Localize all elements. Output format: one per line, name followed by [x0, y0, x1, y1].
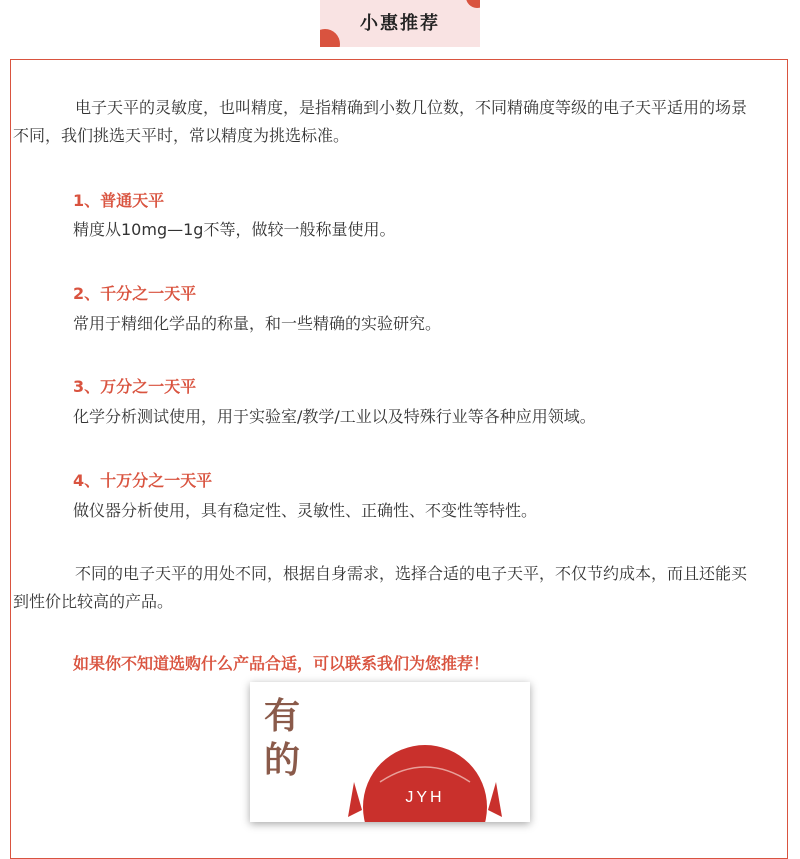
item-heading-2: 2、千分之一天平 — [73, 284, 197, 303]
item-heading-1: 1、普通天平 — [73, 191, 165, 210]
promo-char-2: 的 — [264, 739, 301, 781]
intro-paragraph: 电子天平的灵敏度，也叫精度，是指精确到小数几位数，不同精确度等级的电子天平适用的场景不同，我们挑选天平时，常以精度为挑选标准。 — [13, 98, 748, 145]
item-heading-4: 4、十万分之一天平 — [73, 471, 213, 490]
item-text-1: 精度从10mg—1g不等，做较一般称量使用。 — [73, 220, 396, 239]
logo-text: JYH — [405, 789, 445, 806]
promo-char-1: 有 — [264, 695, 301, 737]
decor-dot-left — [320, 29, 340, 47]
jyh-logo-icon — [340, 722, 510, 822]
brand-promo-image — [250, 682, 530, 822]
summary-paragraph: 不同的电子天平的用处不同，根据自身需求，选择合适的电子天平，不仅节约成本，而且还能买到性价比较高的产品。 — [13, 564, 748, 611]
item-text-4: 做仪器分析使用，具有稳定性、灵敏性、正确性、不变性等特性。 — [73, 501, 538, 520]
section-header-tab — [320, 0, 480, 47]
item-text-2: 常用于精细化学品的称量，和一些精确的实验研究。 — [73, 314, 442, 333]
decor-dot-right — [466, 0, 480, 8]
item-text-3: 化学分析测试使用，用于实验室/教学/工业以及特殊行业等各种应用领域。 — [73, 407, 596, 426]
item-heading-3: 3、万分之一天平 — [73, 377, 197, 396]
contact-call-to-action: 如果你不知道选购什么产品合适，可以联系我们为您推荐！ — [73, 654, 490, 673]
section-title: 小惠推荐 — [360, 12, 440, 34]
